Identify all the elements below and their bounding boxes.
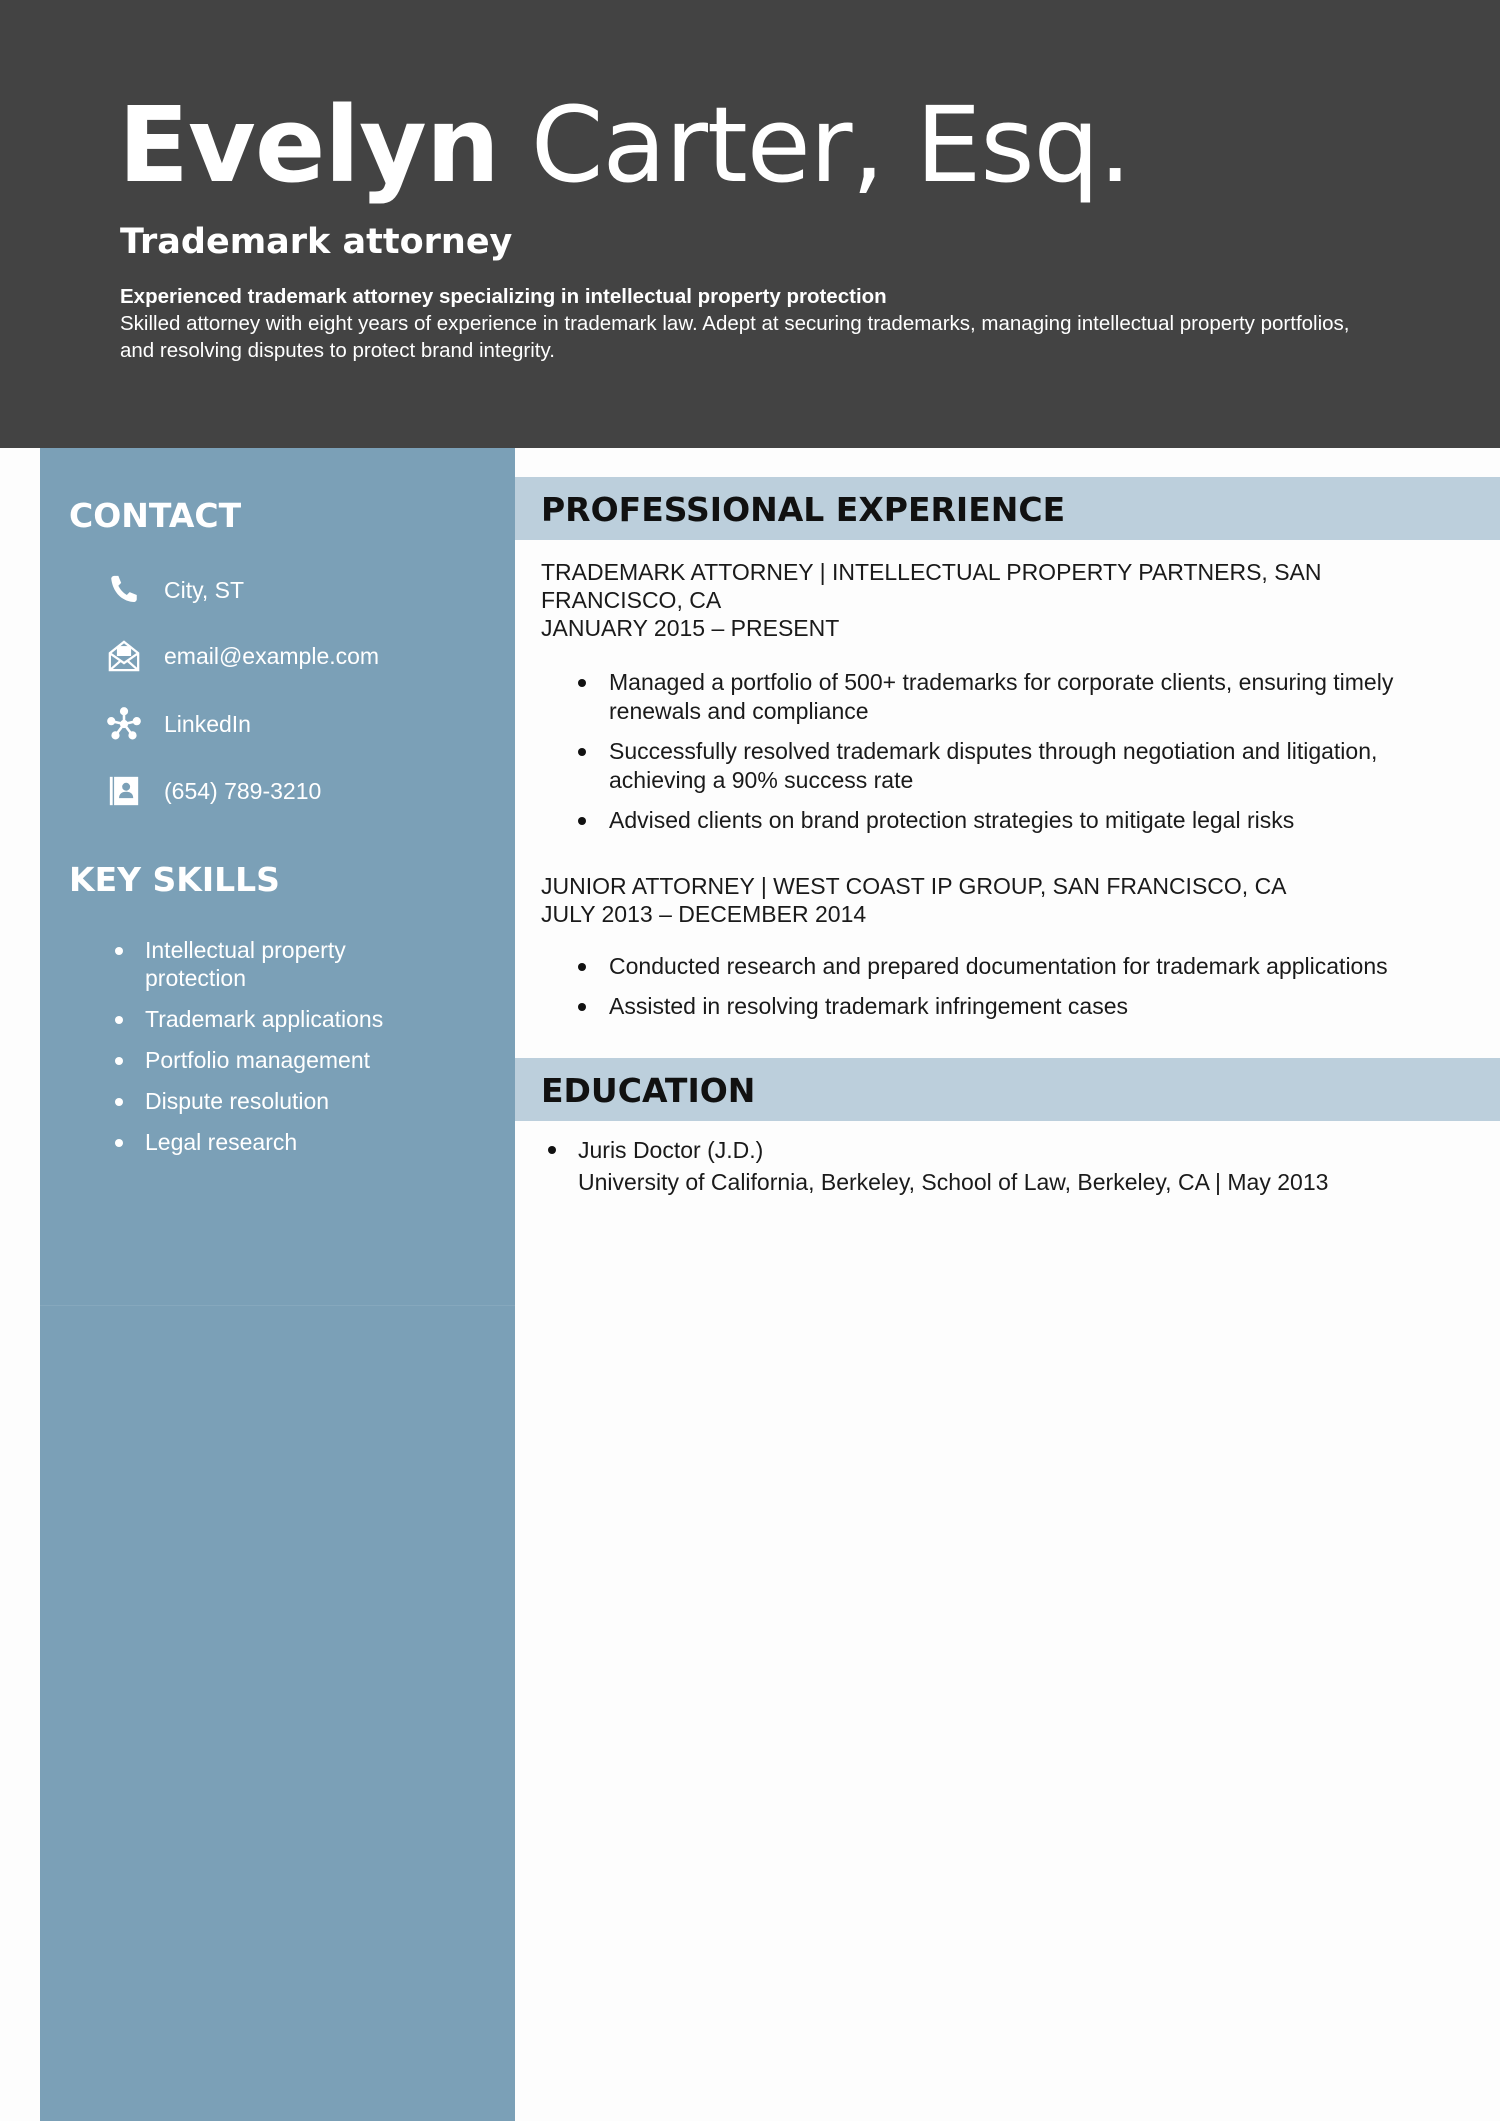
experience-section-header: [515, 477, 1500, 540]
job-title: TRADEMARK ATTORNEY | INTELLECTUAL PROPERTY PARTNERS, SAN FRANCISCO, CA: [541, 559, 1322, 613]
job-bullet: Assisted in resolving trademark infringement cases: [578, 992, 1468, 1021]
job-header: [541, 558, 1461, 642]
job-role: Trademark attorney: [120, 222, 513, 262]
network-icon: [107, 707, 141, 741]
phone-icon: [107, 573, 141, 607]
experience-heading: PROFESSIONAL EXPERIENCE: [541, 490, 1066, 529]
job-bullets: [578, 952, 1468, 1032]
education-section-header: [515, 1058, 1500, 1121]
job-dates: JANUARY 2015 – PRESENT: [541, 615, 840, 641]
skill-item: Dispute resolution: [115, 1087, 445, 1115]
job-title: JUNIOR ATTORNEY | WEST COAST IP GROUP, SAN FRANCISCO, CA: [541, 873, 1287, 899]
education-item: [548, 1134, 1328, 1198]
job-bullet: Managed a portfolio of 500+ trademarks for corporate clients, ensuring timely renewals and compliance: [578, 668, 1468, 726]
contact-card-icon: [107, 774, 141, 808]
job-bullets: [578, 668, 1468, 846]
contact-item-location: [107, 570, 244, 610]
last-name: Carter, Esq.: [498, 84, 1131, 206]
summary-text: Skilled attorney with eight years of experience in trademark law. Adept at securing trademarks, managing intellectual property portfolios, and resolving disputes to protect brand integrity.: [120, 312, 1350, 362]
degree: Juris Doctor (J.D.): [578, 1137, 764, 1163]
job-bullet: Advised clients on brand protection strategies to mitigate legal risks: [578, 806, 1468, 835]
job-bullet: Successfully resolved trademark disputes through negotiation and litigation, achieving a 90% success rate: [578, 737, 1468, 795]
envelope-icon: [107, 639, 141, 673]
contact-item-phone: [107, 771, 321, 811]
skills-list: [115, 936, 445, 1169]
summary-title: Experienced trademark attorney specializing in intellectual property protection: [120, 285, 887, 308]
job-bullet: Conducted research and prepared documentation for trademark applications: [578, 952, 1468, 981]
school-details: University of California, Berkeley, School of Law, Berkeley, CA | May 2013: [578, 1169, 1329, 1195]
contact-text: LinkedIn: [164, 710, 251, 737]
skills-heading: KEY SKILLS: [69, 860, 280, 899]
skill-item: Legal research: [115, 1128, 445, 1156]
candidate-name: [118, 80, 1131, 210]
job-dates: JULY 2013 – DECEMBER 2014: [541, 901, 867, 927]
skill-item: Portfolio management: [115, 1046, 445, 1074]
first-name: Evelyn: [118, 84, 499, 206]
contact-heading: CONTACT: [69, 496, 242, 535]
skill-item: Intellectual property protection: [115, 936, 445, 992]
contact-text: City, ST: [164, 576, 245, 603]
education-heading: EDUCATION: [541, 1071, 756, 1110]
contact-item-linkedin[interactable]: [107, 704, 251, 744]
resume-header: [0, 0, 1500, 448]
sidebar-divider: [40, 1305, 515, 1306]
skill-item: Trademark applications: [115, 1005, 445, 1033]
summary: [120, 283, 1380, 364]
sidebar: [40, 448, 515, 2121]
contact-item-email[interactable]: [107, 636, 379, 676]
job-header: [541, 872, 1461, 928]
contact-text: (654) 789-3210: [164, 777, 322, 804]
contact-text: email@example.com: [164, 642, 380, 669]
